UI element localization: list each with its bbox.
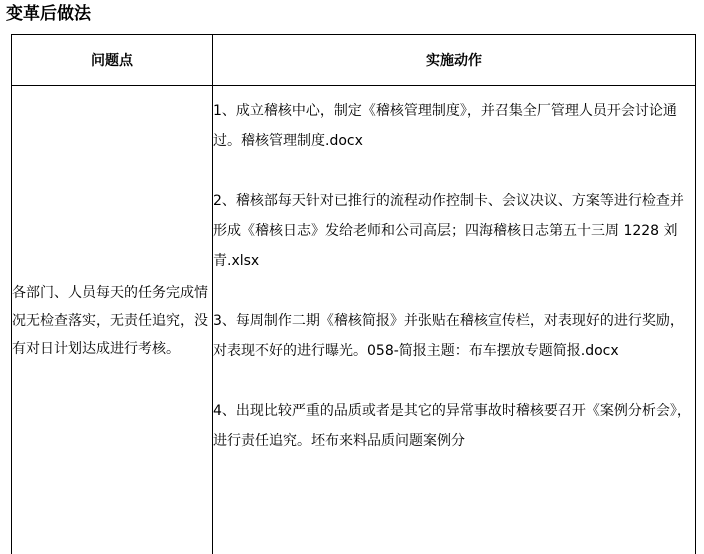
action-cell [213,86,696,554]
header-issue: 问题点 [12,35,213,86]
header-action: 实施动作 [213,35,696,86]
table-header-row [12,35,696,86]
section-title: 变革后做法 [6,4,91,24]
action-item-2: 2、稽核部每天针对已推行的流程动作控制卡、会议决议、方案等进行检查并形成《稽核日志》发给老师和公司高层；四海稽核日志第五十三周 1228 刘青.xlsx [213,193,684,269]
action-item-3: 3、每周制作二期《稽核简报》并张贴在稽核宣传栏，对表现好的进行奖励，对表现不好的进行曝光。058-简报主题：布车摆放专题简报.docx [213,313,684,359]
table-row [12,86,696,554]
action-item-1: 1、成立稽核中心，制定《稽核管理制度》，并召集全厂管理人员开会讨论通过。稽核管理制度.docx [213,103,677,149]
issue-cell: 各部门、人员每天的任务完成情况无检查落实，无责任追究，没有对日计划达成进行考核。 [12,86,213,554]
reform-table [11,34,696,554]
action-item-4: 4、出现比较严重的品质或者是其它的异常事故时稽核要召开《案例分析会》，进行责任追究。坯布来料品质问题案例分 [213,403,691,449]
